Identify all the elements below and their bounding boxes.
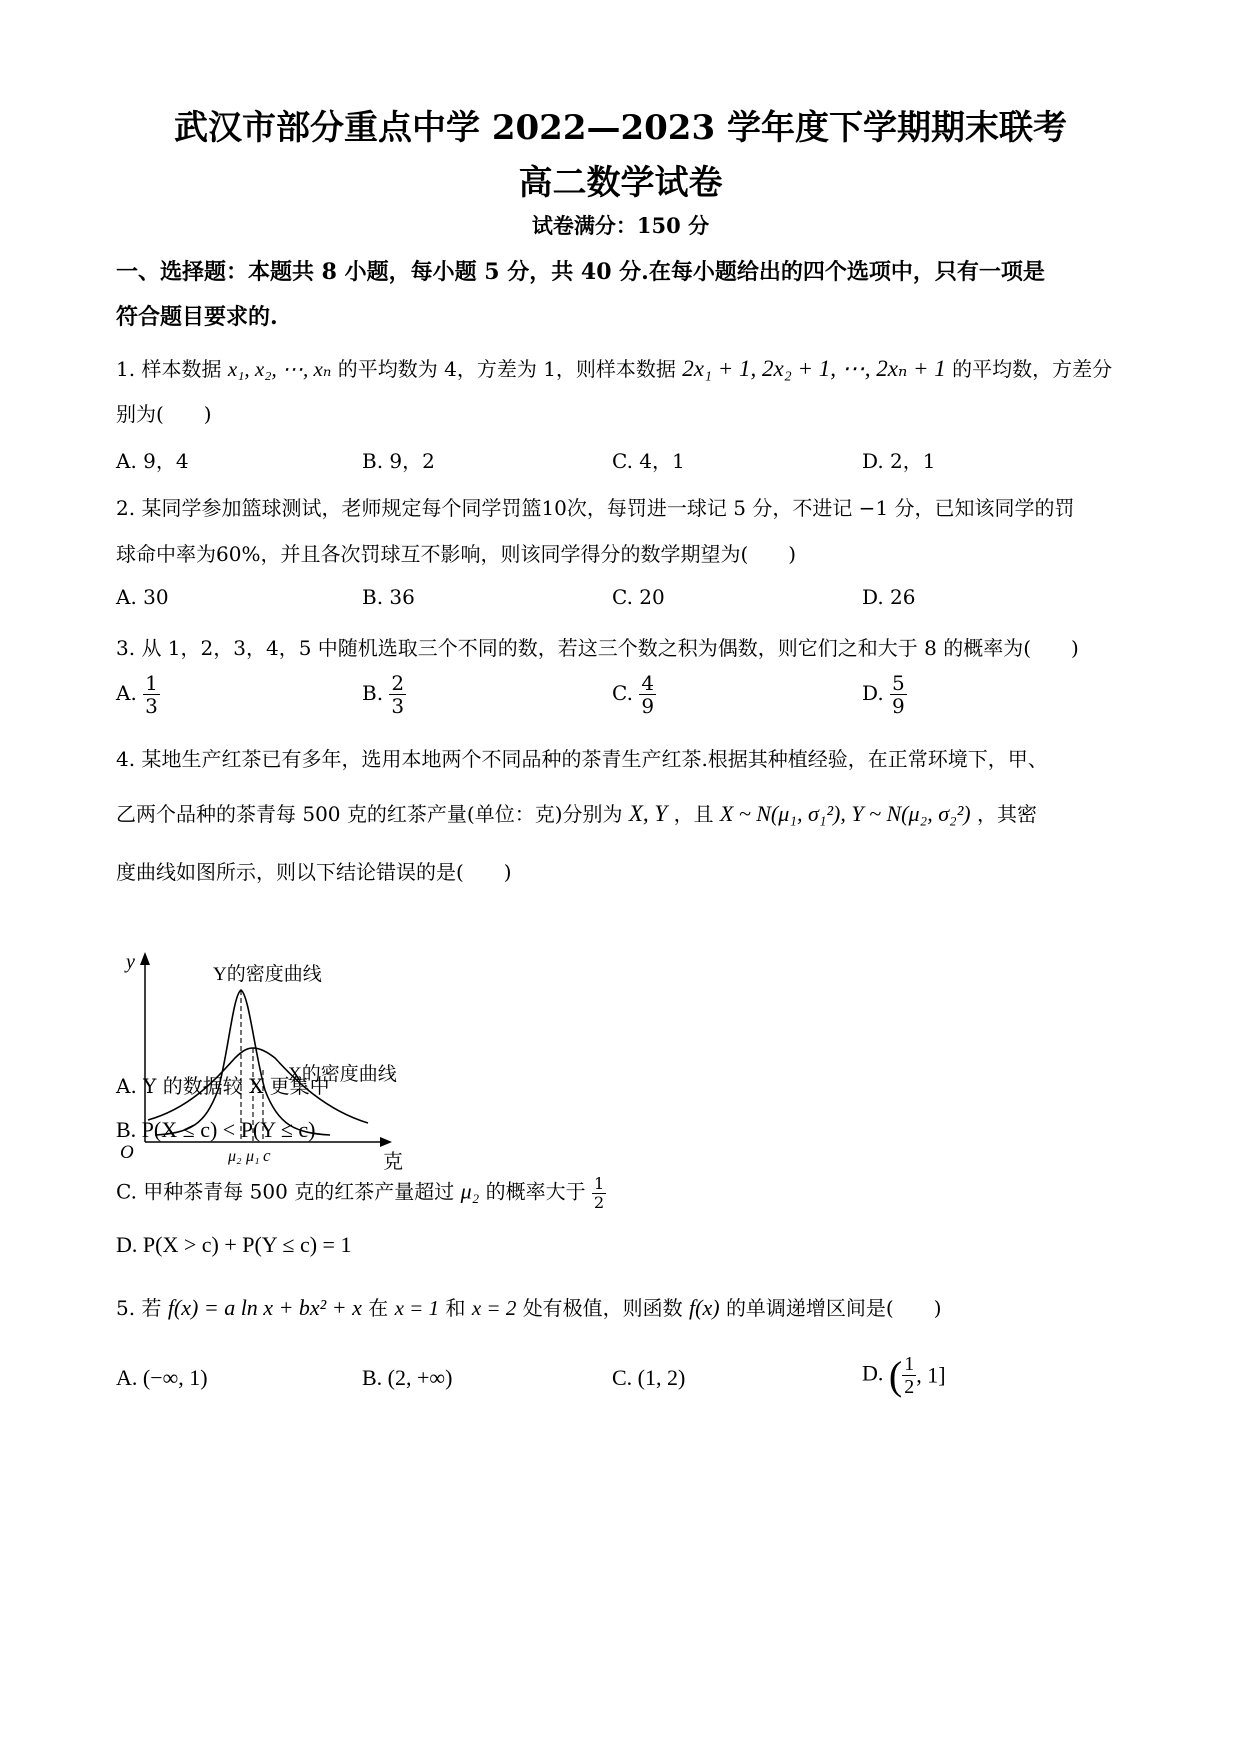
q4-option-d: D. P(X > c) + P(Y ≤ c) = 1: [116, 1232, 352, 1257]
q3-b-label: B.: [362, 681, 384, 705]
tick-c: c: [263, 1146, 271, 1165]
q5-option-d: [862, 1352, 946, 1399]
q4-c-text-c: 的概率大于: [485, 1179, 586, 1204]
tick-mu1: μ₁: [246, 1148, 260, 1165]
q3-a-num: 1: [145, 671, 158, 695]
q4-c-text-a: C. 甲种茶青每 500 克的红茶产量超过: [116, 1179, 455, 1204]
q5-text-i: 的单调递增区间是( ): [725, 1296, 942, 1320]
q4-text-c: ，且: [673, 802, 714, 826]
question-1-line2: 别为( ): [116, 402, 212, 426]
y-axis-arrow: [140, 952, 150, 965]
tick-mu2: μ₂: [228, 1148, 242, 1165]
q5-math-x2: x = 2: [471, 1296, 517, 1320]
q1-text-e: 的平均数，方差分: [952, 357, 1113, 381]
q4-math-xy: X, Y: [628, 801, 668, 826]
x-axis-label: 克: [383, 1151, 403, 1170]
q5-d-rest: , 1]: [916, 1362, 946, 1388]
q1-option-c: C. 4，1: [612, 449, 685, 473]
q1-option-a: A. 9，4: [116, 449, 189, 473]
q3-a-fraction: [143, 672, 160, 717]
q5-option-a: A. (−∞, 1): [116, 1365, 208, 1390]
exam-title: 武汉市部分重点中学 2022—2023 学年度下学期期末联考: [174, 108, 1067, 148]
exam-subtitle: 高二数学试卷: [518, 163, 723, 203]
q5-option-b: B. (2, +∞): [362, 1365, 453, 1390]
q4-c-num: 1: [593, 1174, 605, 1193]
question-4-line1: 4. 某地生产红茶已有多年，选用本地两个不同品种的茶青生产红茶.根据其种植经验，在正常环境下，甲、: [116, 747, 1048, 771]
y-density-curve: [155, 990, 330, 1135]
q2-option-b: B. 36: [362, 585, 415, 609]
question-2-line1: 2. 某同学参加篮球测试，老师规定每个同学罚篮10次，每罚进一球记 5 分，不进记 −1 分，已知该同学的罚: [116, 496, 1075, 520]
q5-d-num: 1: [904, 1353, 915, 1375]
section-heading-line2: 符合题目要求的.: [116, 304, 278, 330]
question-2-line2: 球命中率为60%，并且各次罚球互不影响，则该同学得分的数学期望为( ): [116, 542, 797, 566]
q3-c-label: C.: [612, 681, 633, 705]
q3-d-den: 9: [892, 694, 905, 718]
q3-option-c: [612, 672, 656, 717]
origin-label: O: [120, 1142, 134, 1163]
q1-math-sample: x₁, x₂, ⋯, xₙ: [227, 357, 332, 381]
q5-d-den: 2: [904, 1376, 915, 1398]
q1-option-d: D. 2，1: [862, 449, 936, 473]
q4-math-distributions: X ~ N(μ₁, σ₁²), Y ~ N(μ₂, σ₂²): [719, 801, 971, 826]
q5-text-a: 5. 若: [116, 1296, 162, 1320]
q3-d-label: D.: [862, 681, 884, 705]
q3-d-num: 5: [892, 671, 905, 695]
section-heading-line1: 一、选择题：本题共 8 小题，每小题 5 分，共 40 分.在每小题给出的四个选项中，只有一项是: [116, 259, 1045, 285]
q4-option-b: B. P(X ≤ c) < P(Y ≤ c): [116, 1117, 316, 1142]
q2-option-c: C. 20: [612, 585, 665, 609]
q2-option-a: A. 30: [116, 585, 169, 609]
q3-a-den: 3: [145, 694, 158, 718]
q3-d-fraction: [890, 672, 907, 717]
y-curve-label: Y的密度曲线: [213, 964, 322, 985]
q4-option-a: A. Y 的数据较 X 更集中: [116, 1074, 330, 1098]
question-4-line2: [116, 798, 1037, 827]
q3-b-num: 2: [391, 671, 405, 695]
q4-c-mu2: μ₂: [460, 1178, 480, 1204]
q3-option-b: [362, 672, 406, 717]
q5-d-open-paren: (: [888, 1353, 903, 1398]
q1-text-a: 1. 样本数据: [116, 357, 222, 381]
q4-text-e: ，其密: [976, 802, 1037, 826]
q3-option-d: [862, 672, 907, 717]
question-4-line3: 度曲线如图所示，则以下结论错误的是( ): [116, 860, 512, 884]
q5-text-c: 在: [368, 1296, 389, 1320]
q3-b-den: 3: [391, 694, 405, 718]
y-axis-label: y: [126, 951, 135, 973]
q5-text-e: 和: [445, 1296, 466, 1320]
q5-math-function: f(x) = a ln x + bx² + x: [167, 1295, 362, 1320]
full-score: 试卷满分：150 分: [531, 213, 710, 238]
question-5-line1: [116, 1292, 942, 1321]
q4-option-c: [116, 1175, 606, 1211]
q4-c-fraction: [592, 1175, 606, 1211]
question-3-line1: 3. 从 1，2，3，4，5 中随机选取三个不同的数，若这三个数之积为偶数，则它们之和大于 8 的概率为( ): [116, 636, 1079, 660]
q5-math-x1: x = 1: [394, 1296, 440, 1320]
q2-option-d: D. 26: [862, 585, 916, 609]
q3-c-num: 4: [641, 671, 655, 695]
question-1-line1: [116, 353, 1112, 382]
q5-math-fx: f(x): [689, 1295, 720, 1320]
q3-c-fraction: [639, 672, 656, 717]
q5-d-fraction: [902, 1353, 916, 1398]
q1-math-transformed: 2x₁ + 1, 2x₂ + 1, ⋯, 2xₙ + 1: [682, 356, 946, 381]
q4-text-a: 乙两个品种的茶青每 500 克的红茶产量(单位：克)分别为: [116, 802, 623, 826]
q3-b-fraction: [389, 672, 406, 717]
q3-a-label: A.: [116, 681, 137, 705]
q1-text-c: 的平均数为 4，方差为 1，则样本数据: [337, 357, 676, 381]
q5-text-g: 处有极值，则函数: [522, 1296, 683, 1320]
x-axis-arrow: [380, 1137, 392, 1147]
q5-d-label: D.: [862, 1360, 884, 1386]
q5-option-c: C. (1, 2): [612, 1365, 686, 1390]
q3-option-a: [116, 672, 160, 717]
q3-c-den: 9: [641, 694, 655, 718]
q1-option-b: B. 9，2: [362, 449, 435, 473]
x-curve-label: X的密度曲线: [288, 1064, 397, 1085]
q4-c-den: 2: [593, 1192, 605, 1212]
